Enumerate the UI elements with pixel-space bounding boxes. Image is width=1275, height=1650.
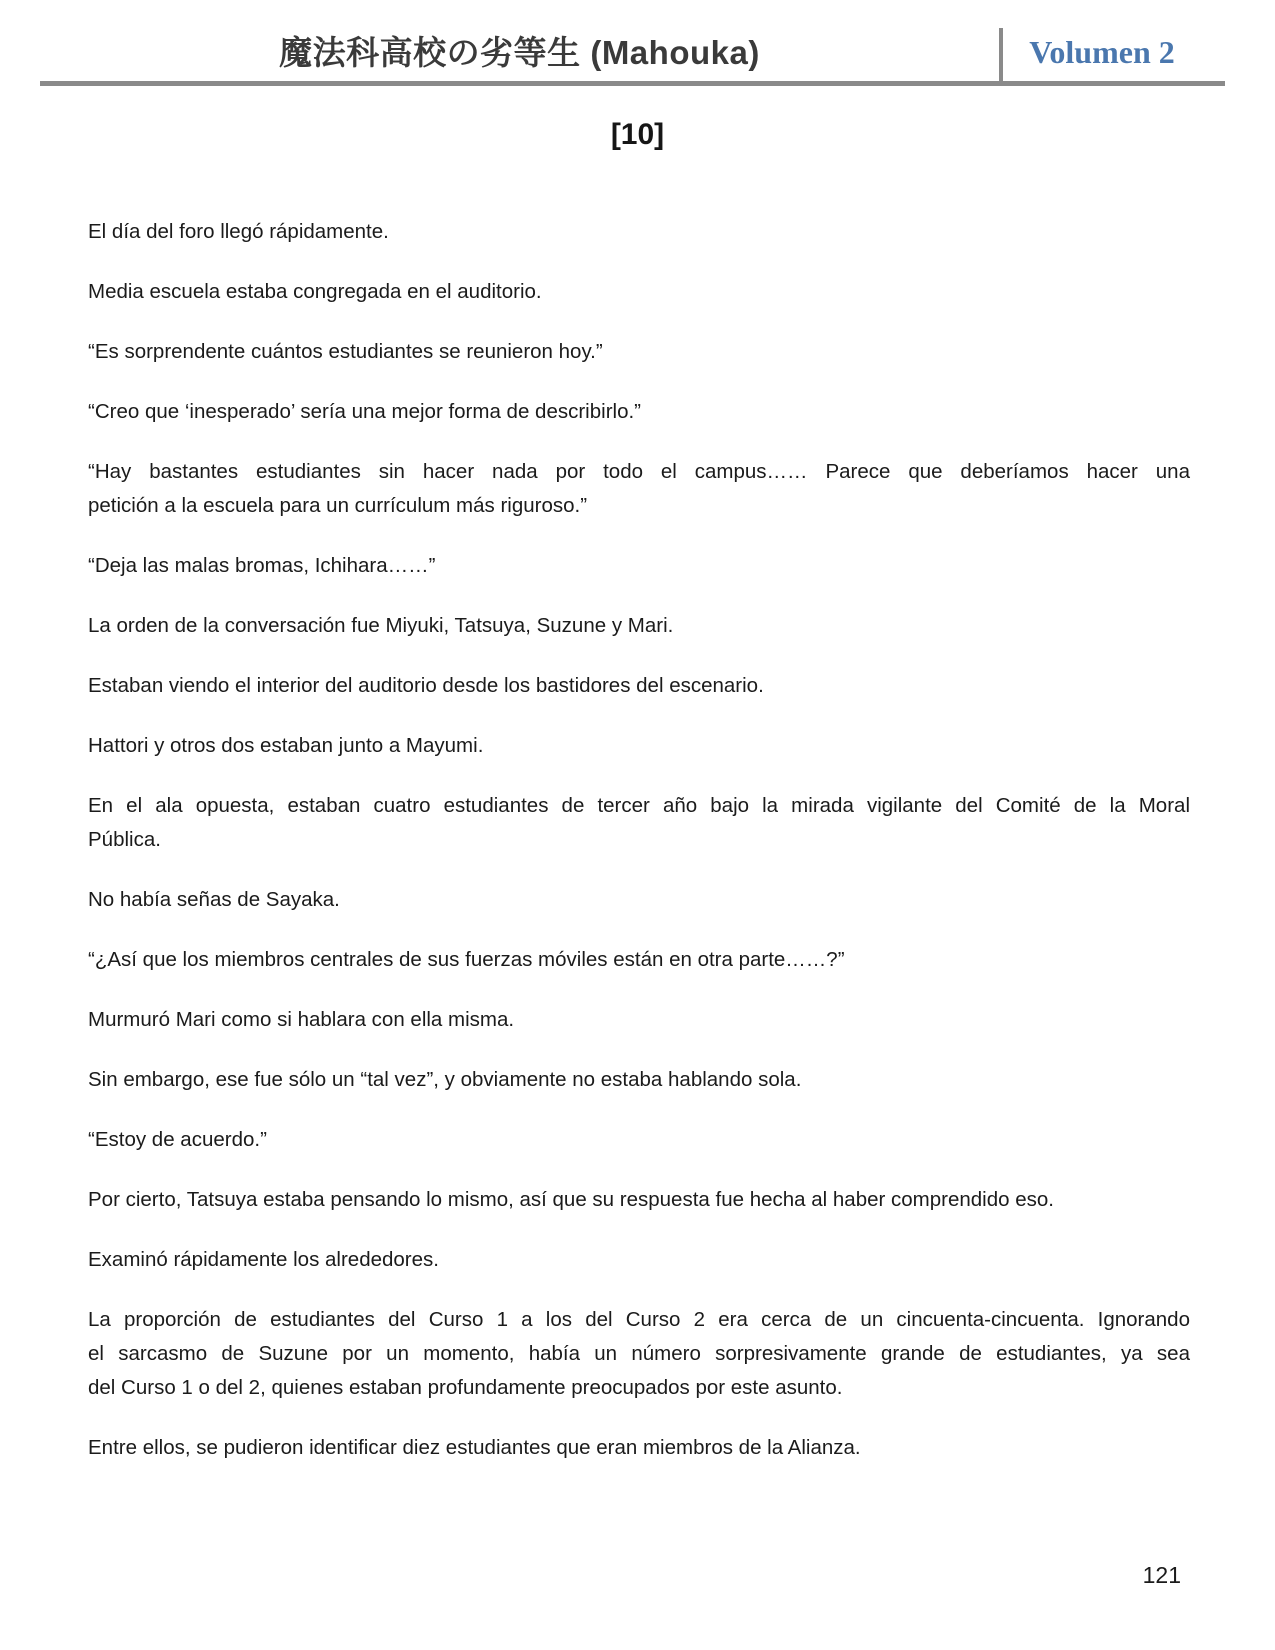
text-line: Media escuela estaba congregada en el auditorio.	[88, 280, 542, 303]
text-line: En el ala opuesta, estaban cuatro estudiantes de tercer año bajo la mirada vigilante del Comité de la Moral	[88, 794, 1190, 817]
paragraph	[88, 789, 1190, 857]
text-line: Hattori y otros dos estaban junto a Mayumi.	[88, 734, 484, 757]
text-line: Por cierto, Tatsuya estaba pensando lo mismo, así que su respuesta fue hecha al haber comprendido eso.	[88, 1188, 1054, 1211]
text-line: “Hay bastantes estudiantes sin hacer nada por todo el campus…… Parece que deberíamos hacer una	[88, 460, 1190, 483]
paragraph	[88, 395, 1190, 429]
text-line: el sarcasmo de Suzune por un momento, había un número sorpresivamente grande de estudiantes, ya sea	[88, 1342, 1190, 1365]
text-line: “Creo que ‘inesperado’ sería una mejor forma de describirlo.”	[88, 400, 641, 423]
text-line: Examinó rápidamente los alrededores.	[88, 1248, 439, 1271]
text-line: El día del foro llegó rápidamente.	[88, 220, 389, 243]
paragraph	[88, 455, 1190, 523]
text-line: Entre ellos, se pudieron identificar diez estudiantes que eran miembros de la Alianza.	[88, 1436, 861, 1459]
text-line: No había señas de Sayaka.	[88, 888, 340, 911]
novel-title: 魔法科高校の劣等生 (Mahouka)	[279, 33, 760, 71]
page-header	[40, 28, 1225, 81]
text-line: Pública.	[88, 828, 161, 851]
text-line: del Curso 1 o del 2, quienes estaban profundamente preocupados por este asunto.	[88, 1376, 843, 1399]
text-line: “¿Así que los miembros centrales de sus fuerzas móviles están en otra parte……?”	[88, 948, 845, 971]
paragraph	[88, 1243, 1190, 1277]
paragraph	[88, 549, 1190, 583]
text-line: “Estoy de acuerdo.”	[88, 1128, 267, 1151]
text-line: “Deja las malas bromas, Ichihara……”	[88, 554, 436, 577]
paragraph	[88, 1303, 1190, 1405]
text-line: “Es sorprendente cuántos estudiantes se reunieron hoy.”	[88, 340, 603, 363]
paragraph	[88, 609, 1190, 643]
paragraph	[88, 275, 1190, 309]
paragraph	[88, 1183, 1190, 1217]
paragraph	[88, 1003, 1190, 1037]
text-line: La orden de la conversación fue Miyuki, Tatsuya, Suzune y Mari.	[88, 614, 674, 637]
paragraph	[88, 215, 1190, 249]
text-line: La proporción de estudiantes del Curso 1 a los del Curso 2 era cerca de un cincuenta-cincuenta. Ignorando	[88, 1308, 1190, 1331]
paragraph	[88, 335, 1190, 369]
paragraph	[88, 669, 1190, 703]
paragraph	[88, 943, 1190, 977]
text-line: Sin embargo, ese fue sólo un “tal vez”, y obviamente no estaba hablando sola.	[88, 1068, 802, 1091]
paragraph	[88, 1431, 1190, 1465]
volume-label: Volumen 2	[1029, 34, 1175, 70]
header-volume-cell	[999, 28, 1225, 81]
page-number: 121	[1142, 1562, 1181, 1588]
header-rule	[40, 81, 1225, 86]
body-text	[88, 215, 1190, 1465]
paragraph	[88, 1063, 1190, 1097]
text-line: petición a la escuela para un currículum más riguroso.”	[88, 494, 588, 517]
header-title-cell	[40, 28, 999, 81]
paragraph	[88, 1123, 1190, 1157]
paragraph	[88, 729, 1190, 763]
text-line: Murmuró Mari como si hablara con ella misma.	[88, 1008, 515, 1031]
chapter-number-heading: [10]	[610, 118, 665, 151]
paragraph	[88, 883, 1190, 917]
text-line: Estaban viendo el interior del auditorio desde los bastidores del escenario.	[88, 674, 764, 697]
